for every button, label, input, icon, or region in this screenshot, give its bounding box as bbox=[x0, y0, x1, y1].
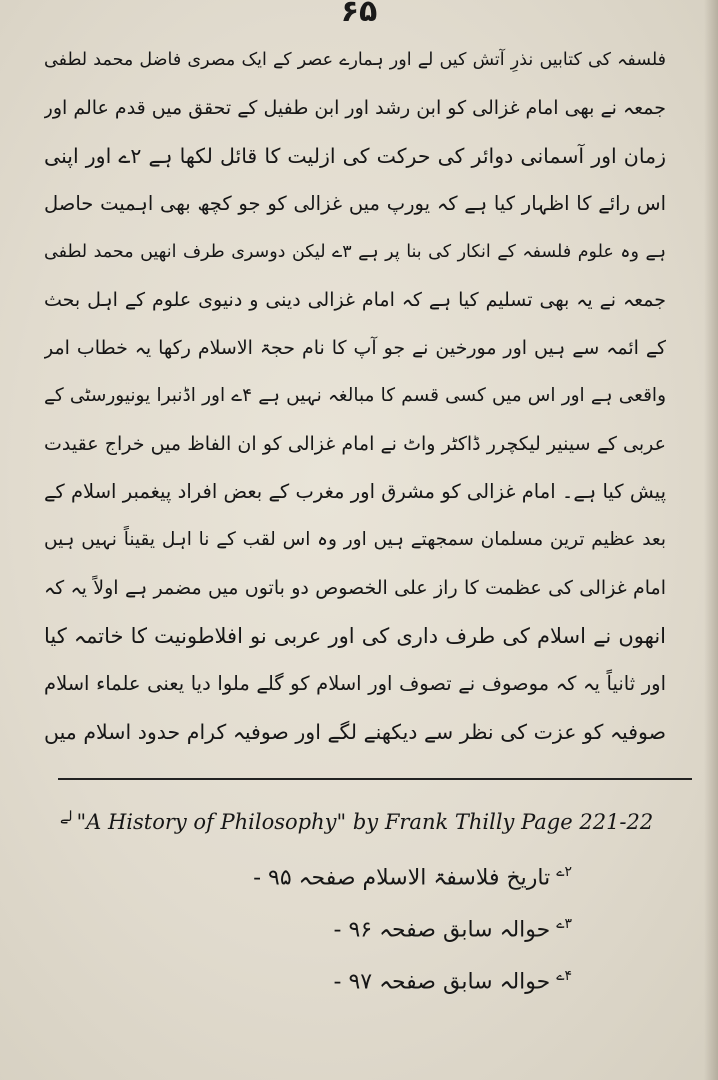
text-line: انھوں نے اسلام کی طرف داری کی اور عربی نو افلاطونیت کا خاتمہ کیا bbox=[44, 624, 666, 648]
text-line: واقعی ہے اور اس میں کسی قسم کا مبالغہ نہیں ہے ۴ے اور اڈنبرا یونیورسٹی کے bbox=[44, 385, 666, 406]
footnote-marker: لے bbox=[60, 809, 73, 825]
footnote-marker: ۲ے bbox=[556, 864, 572, 880]
text-line: پیش کیا ہے۔ امام غزالی کو مشرق اور مغرب کے بعض افراد پیغمبر اسلام کے bbox=[44, 480, 666, 503]
text-line: اور ثانیاً یہ کہ موصوف نے تصوف اور اسلام کو گلے ملوا دیا یعنی علماء اسلام bbox=[44, 672, 666, 695]
text-line: اس رائے کا اظہار کیا ہے کہ یورپ میں غزالی کو جو کچھ بھی اہمیت حاصل bbox=[44, 192, 666, 215]
page-number: ۶۵ bbox=[340, 0, 378, 29]
footnote-text: حوالہ سابق صفحہ ۹۶ - bbox=[333, 917, 551, 943]
footnote-text: حوالہ سابق صفحہ ۹۷ - bbox=[333, 969, 551, 995]
footnote-text: "A History of Philosophy" by Frank Thilly Page 221-22 bbox=[76, 810, 654, 834]
footnotes bbox=[60, 788, 690, 1002]
footnote-marker: ۴ے bbox=[556, 968, 572, 984]
text-line: صوفیہ کو عزت کی نظر سے دیکھنے لگے اور صوفیہ کرام حدود اسلام میں bbox=[44, 720, 666, 744]
footnote-marker: ۳ے bbox=[556, 916, 572, 932]
text-line: امام غزالی کی عظمت کا راز علی الخصوص دو باتوں میں مضمر ہے اولاً یہ کہ bbox=[44, 577, 666, 599]
text-line: عربی کے سینیر لیکچرر ڈاکٹر واٹ نے امام غزالی کو ان الفاظ میں خراج عقیدت bbox=[44, 433, 666, 455]
text-line: بعد عظیم ترین مسلمان سمجھتے ہیں اور وہ اس لقب کے نا اہل یقیناً نہیں ہیں bbox=[44, 529, 666, 550]
text-line: جمعہ نے بھی امام غزالی کو ابن رشد اور ابن طفیل کے تحقق میں قدم عالم اور bbox=[44, 97, 666, 119]
text-line: زمان اور آسمانی دوائر کی حرکت کی ازلیت کا قائل لکھا ہے ۲ے اور اپنی bbox=[44, 144, 666, 168]
footnote bbox=[60, 788, 690, 846]
text-line: فلسفہ کی کتابیں نذرِ آتش کیں لے اور ہمارے عصر کے ایک مصری فاضل محمد لطفی bbox=[44, 50, 666, 70]
footnote-text: تاریخ فلاسفۃ الاسلام صفحہ ۹۵ - bbox=[253, 865, 551, 891]
text-line: ہے وہ علوم فلسفہ کے انکار کی بنا پر ہے ۳ے لیکن دوسری طرف انھیں محمد لطفی bbox=[44, 242, 666, 262]
footnote bbox=[60, 950, 690, 1002]
footnote-divider bbox=[58, 778, 692, 780]
text-line: جمعہ نے یہ بھی تسلیم کیا ہے کہ امام غزالی دینی و دنیوی علوم کے اہل بحث bbox=[44, 289, 666, 311]
page-edge-shadow bbox=[704, 0, 718, 1080]
footnote bbox=[60, 898, 690, 950]
body-text bbox=[44, 36, 666, 756]
text-line: کے ائمہ سے ہیں اور مورخین نے جو آپ کا نام حجۃ الاسلام رکھا یہ خطاب امر bbox=[44, 337, 666, 359]
footnote bbox=[60, 846, 690, 898]
